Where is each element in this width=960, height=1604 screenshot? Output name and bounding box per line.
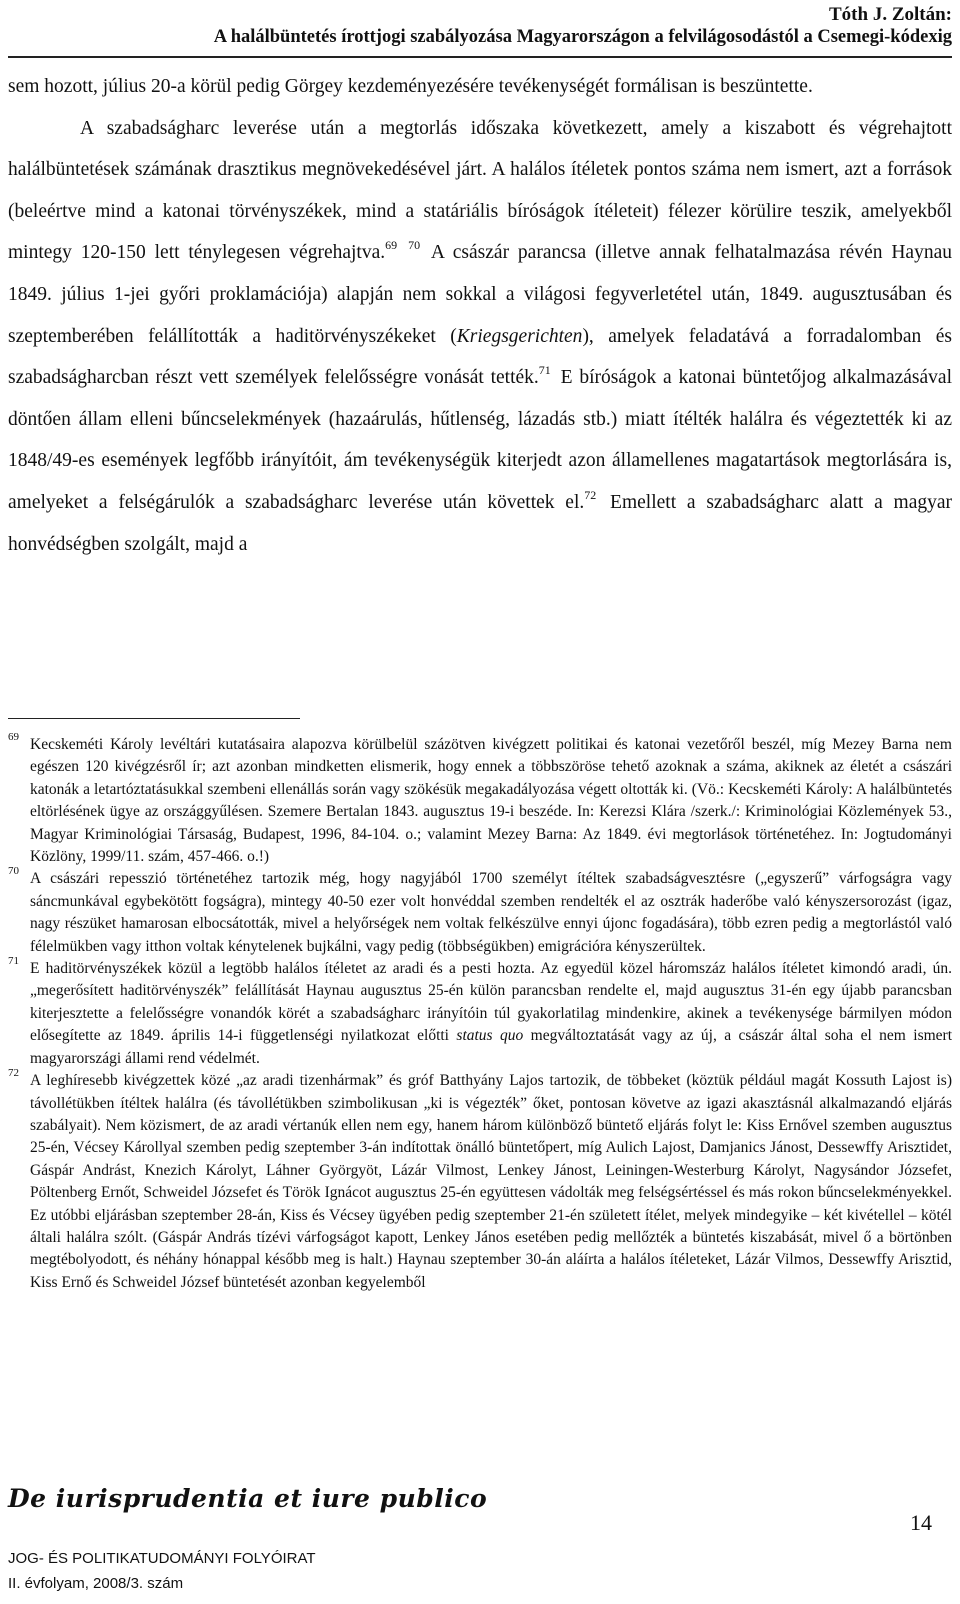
footnote-text-a: E haditörvényszékek közül a legtöbb halálos ítéletet az aradi és a pesti hozta. Az egyedül közel háromszáz halálos ítéletet kimondó aradi, ún. „megerősített haditörvényszék” felállítását Haynau augusztus 25-én külön parancsban rendelte el, majd augusztus 31-én egy újabb parancsban kiterjesztette a felelősségre vonandók körét a szabadságharc irányítóin túl gyakorlatilag mindenkire, akinek a tevékenysége bármilyen módon elősegítette az 1849. április 14-i függetlenségi nyilatkozat előtti — [30, 960, 952, 1045]
footnote-number: 70 — [8, 865, 19, 878]
footnote-69 — [8, 731, 952, 868]
body-text — [8, 66, 952, 565]
header-rule — [8, 56, 952, 58]
paragraph-2-text-c: ), amelyek feladatává a forradalomban és szabadságharcban részt vett személyek felelősségre vonását tették. — [8, 325, 952, 389]
paragraph-2 — [8, 108, 952, 566]
footnote-italic-term: status quo — [456, 1027, 524, 1045]
running-header — [214, 4, 952, 48]
footnote-text-b: megváltoztatását vagy az új, a császár által soha el nem ismert magyarországi állami rend védelmét. — [30, 1027, 953, 1067]
footnote-71 — [8, 955, 953, 1070]
footnote-72 — [8, 1067, 952, 1294]
journal-logo-title: De iurisprudentia et iure publico — [8, 1484, 488, 1513]
paragraph-2-text-d: E bíróságok a katonai büntetőjog alkalmazásával döntően állam elleni bűncselekmények (hazaárulás, hűtlenség, lázadás stb.) miatt ítélték halálra és végeztették ki az 1848/49-es események legfőbb irányítóit, ám tevékenységük kiterjedt azon államellenes magatartások megtorlására is, amelyeket a felségárulók a szabadságharc leverése után követtek el. — [8, 367, 952, 513]
footnote-text: A leghíresebb kivégzettek közé „az aradi tizenhármak” és gróf Batthyány Lajos tartozik, de többeket (köztük például magát Kossuth Lajost is) távollétükben ítéltek halálra (és távollétükben szimbolikusan „ki is végezték” őket, pontosan követve az igazi akasztásnál alkalmazandó eljárás szabályait). Nem közismert, de az aradi vértanúk ellen nem egy, hanem három különböző büntető eljárás folyt le: Kiss Ernővel szemben augusztus 25-én, Vécsey Károllyal szemben pedig szeptember 3-án indítottak önálló büntetőpert, míg Aulich Lajost, Damjanics Jánost, Dessewffy Arisztidet, Gáspár Andrást, Knezich Károlyt, Láhner Györgyöt, Lázár Vilmost, Lenkey Jánost, Leiningen-Westerburg Károlyt, Nagysándor Józsefet, Pöltenberg Ernőt, Schweidel Józsefet és Török Ignácot augusztus 25-én együttesen vádolták meg felségsértéssel és más rokon bűncselekményekkel. Ez utóbbi eljárásban szeptember 28-án, Kiss és Vécsey ügyében pedig szeptember 21-én született ítélet, melyek mindegyike – két kivétellel – kötél általi halálra szólt. (Gáspár András tízévi várfogságot kapott, Lenkey János esetében pedig mellőzték a büntetés kiszabását, mivel ő a börtönben megtébolyodott, és néhány hónappal később meg is halt.) Haynau szeptember 30-án aláírta a halálos ítéleteket, Lázár Vilmos, Dessewffy Arisztid, Kiss Ernő és Schweidel József büntetését azonban kegyelemből — [30, 1072, 952, 1291]
footnote-number: 71 — [8, 955, 19, 968]
footnote-ref-71[interactable]: 71 — [538, 363, 551, 378]
footnote-ref-69[interactable]: 69 — [385, 238, 398, 253]
paragraph-2-text-b: A császár parancsa (illetve annak felhatalmazása révén Haynau 1849. július 1-jei győri proklamációja) alapján nem sokkal a világosi fegyverletétel után, 1849. augusztusában és szeptemberében felállították a haditörvényszékeket ( — [8, 242, 952, 347]
journal-volume: II. évfolyam, 2008/3. szám — [8, 1575, 184, 1592]
footnote-ref-72[interactable]: 72 — [584, 487, 597, 502]
journal-publisher: JOG- ÉS POLITIKATUDOMÁNYI FOLYÓIRAT — [8, 1550, 316, 1567]
footnotes — [8, 731, 953, 1294]
footnote-ref-70[interactable]: 70 — [408, 238, 421, 253]
footnote-70 — [8, 865, 952, 958]
footnote-text: Kecskeméti Károly levéltári kutatásaira alapozva körülbelül százötven kivégzett politikai és katonai vezetőről beszél, míg Mezey Barna nem egészen 120 kivégzésről ír; azt azonban mindketten elismerik, hogy ennek a többszöröse tehető azoknak a száma, akiknek az életét a császári katonák a letartóztatásukkal szembeni ellenállás során vagy szökésük megakadályozása végett oltották ki. (Vö.: Kecskeméti Károly: A halálbüntetés eltörlésének ügye az országgyűlésen. Szemere Bertalan 1843. augusztus 19-i beszéde. In: Kerezsi Klára /szerk./: Kriminológiai Közlemények 53., Magyar Kriminológiai Társaság, Budapest, 1996, 84-104. o.; valamint Mezey Barna: Az 1849. évi megtorlások történetéhez. In: Jogtudományi Közlöny, 1999/11. szám, 457-466. o.!) — [30, 736, 952, 866]
footnote-separator — [8, 718, 300, 719]
paragraph-2-text-a: A szabadságharc leverése után a megtorlás időszaka következett, amely a kiszabott és végrehajtott halálbüntetések számának drasztikus megnövekedésével járt. A halálos ítéletek pontos száma nem ismert, azt a források (beleértve mind a katonai törvényszékek, mind a statáriális bíróságok ítéleteit) félezer körülire teszik, amelyekből mintegy 120-150 lett ténylegesen végrehajtva. — [8, 117, 952, 264]
footnote-text: A császári repesszió történetéhez tartozik még, hogy nagyjából 1700 személyt ítéltek szabadságvesztésre („egyszerű” várfogságra vagy sáncmunkával egybekötött fogságra), mintegy 40-50 ezer volt honvéddal szemben rendelték el az osztrák haderőbe való kényszersorozást (igaz, nagy részüket hamarosan elbocsátották, mivel a helyőrségek nem voltak felkészülve ennyi újonc fogadására), több ezren pedig a megtorlástól való félelmükben vagy itthon voltak kénytelenek bujkálni, vagy pedig (többségükben) emigrációra kényszerültek. — [30, 870, 952, 955]
footnote-number: 72 — [8, 1067, 19, 1080]
paragraph-2-italic-term: Kriegsgerichten — [456, 325, 583, 347]
header-author: Tóth J. Zoltán: — [829, 4, 952, 25]
footnote-number: 69 — [8, 731, 19, 743]
paragraph-1: sem hozott, július 20-a körül pedig Görgey kezdeményezésére tevékenységét formálisan is beszüntette. — [8, 76, 813, 97]
paragraph-2-text-e: Emellett a szabadságharc alatt a magyar honvédségben szolgált, majd a — [8, 491, 952, 555]
page-number: 14 — [910, 1510, 932, 1535]
header-title: A halálbüntetés írottjogi szabályozása Magyarországon a felvilágosodástól a Csemegi-kódexig — [213, 27, 952, 47]
